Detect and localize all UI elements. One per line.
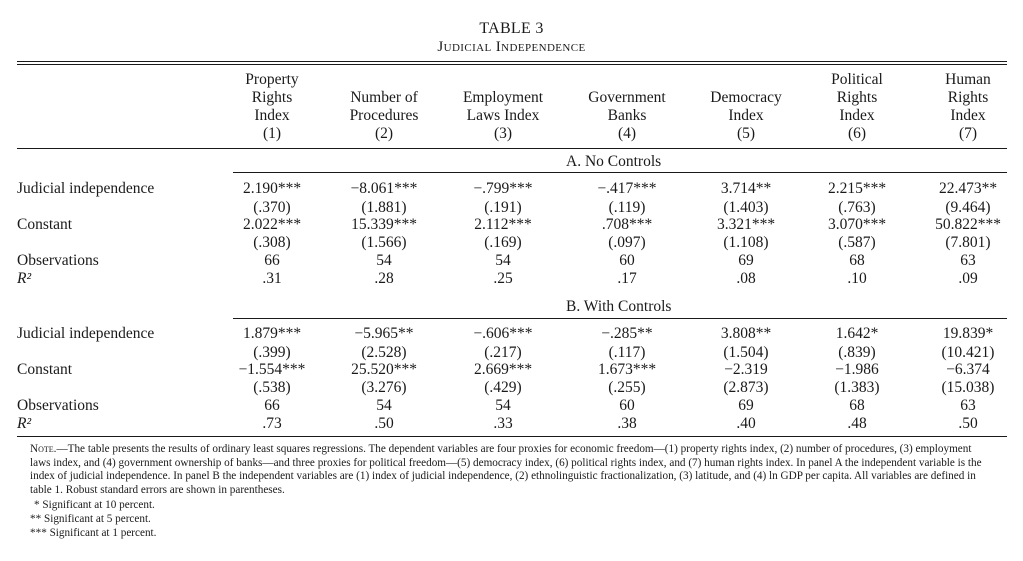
footnote-2: ** Significant at 5 percent.	[30, 513, 151, 525]
column-header-line: Index	[950, 107, 986, 124]
table-cell: −6.374	[946, 361, 990, 378]
top-rule-1	[17, 61, 1007, 62]
table-cell: .31	[262, 270, 282, 287]
column-header-line: Government	[588, 89, 666, 106]
table-cell: .38	[617, 415, 637, 432]
table-cell: (.399)	[253, 344, 291, 361]
table-cell: 1.642*	[835, 325, 879, 342]
table-cell: (.119)	[608, 199, 646, 216]
table-cell: (.255)	[608, 379, 646, 396]
table-cell: (3.276)	[361, 379, 407, 396]
table-cell: 1.673***	[597, 361, 657, 378]
table-cell: 3.070***	[827, 216, 887, 233]
table-cell: 2.669***	[473, 361, 533, 378]
column-header-line: Index	[728, 107, 764, 124]
note-label: Note.	[30, 443, 57, 455]
table-cell: .25	[493, 270, 513, 287]
top-rule-2	[17, 64, 1007, 65]
table-cell: 54	[376, 252, 392, 269]
table-cell: −.417***	[597, 180, 657, 197]
table-cell: .09	[958, 270, 978, 287]
table-cell: −5.965**	[354, 325, 414, 342]
table-cell: −.606***	[473, 325, 533, 342]
table-cell: 3.808**	[720, 325, 772, 342]
table-cell: (.763)	[838, 199, 876, 216]
note-text: —The table presents the results of ordinary least squares regressions. The dependent variables are four proxies for economic freedom—(1) property rights index, (2) number of procedures, (3) employment laws index, and (4) government ownership of banks—and three proxies for political freedom—(5) democracy index, (6) political rights index, and (7) human rights index. In panel A the independent variable is the index of judicial independence. In panel B the independent variables are (1) index of judicial independence, (2) ethnolinguistic fractionalization, (3) latitude, and (4) ln GDP per capita. All variables are defined in table 1. Robust standard errors are shown in parentheses.	[30, 443, 982, 496]
table-cell: (.217)	[484, 344, 522, 361]
column-header-line: (4)	[617, 125, 637, 142]
table-cell: 54	[495, 397, 511, 414]
table-cell: (15.038)	[941, 379, 995, 396]
footnote-3: *** Significant at 1 percent.	[30, 527, 157, 539]
table-cell: 22.473**	[938, 180, 998, 197]
table-cell: −1.986	[835, 361, 879, 378]
table-cell: .33	[493, 415, 513, 432]
table-cell: 54	[495, 252, 511, 269]
table-cell: (7.801)	[945, 234, 991, 251]
table-cell: 2.022***	[242, 216, 302, 233]
footnote-1: * Significant at 10 percent.	[34, 499, 155, 511]
bottom-rule	[17, 436, 1007, 437]
table-cell: (1.383)	[834, 379, 880, 396]
row-label: Observations	[17, 397, 99, 414]
table-title: TABLE 3	[479, 20, 544, 37]
column-header-line: Rights	[947, 89, 989, 106]
table-cell: (.308)	[253, 234, 291, 251]
row-label: R²	[17, 270, 32, 287]
table-cell: 19.839*	[942, 325, 994, 342]
row-label: Judicial independence	[17, 325, 155, 342]
column-header-3	[433, 89, 573, 143]
table-cell: (1.566)	[361, 234, 407, 251]
column-header-line: (2)	[374, 125, 394, 142]
table-cell: (.117)	[608, 344, 646, 361]
panel-title: B. With Controls	[566, 298, 672, 315]
table-cell: (.538)	[253, 379, 291, 396]
table-cell: .50	[958, 415, 978, 432]
panel-rule	[233, 172, 1007, 173]
table-cell: (.169)	[484, 234, 522, 251]
table-cell: 68	[849, 252, 865, 269]
table-cell: −1.554***	[238, 361, 306, 378]
table-cell: 2.215***	[827, 180, 887, 197]
table-cell: 69	[738, 252, 754, 269]
table-cell: 63	[960, 252, 976, 269]
table-cell: 15.339***	[351, 216, 417, 233]
table-subtitle: Judicial Independence	[437, 39, 586, 55]
table-cell: 63	[960, 397, 976, 414]
table-cell: (.429)	[484, 379, 522, 396]
column-header-line: Laws Index	[466, 107, 540, 124]
table-cell: 69	[738, 397, 754, 414]
panel-rule	[233, 318, 1007, 319]
column-header-line: Banks	[607, 107, 647, 124]
table-cell: 66	[264, 252, 280, 269]
table-cell: (9.464)	[945, 199, 991, 216]
row-label: Judicial independence	[17, 180, 155, 197]
column-header-line: Number of	[350, 89, 418, 106]
column-header-line: Human	[945, 71, 991, 88]
table-cell: −.285**	[601, 325, 653, 342]
column-header-line: (6)	[847, 125, 867, 142]
column-header-line: Index	[254, 107, 290, 124]
column-header-line: Procedures	[349, 107, 419, 124]
table-cell: .48	[847, 415, 867, 432]
table-cell: (.097)	[608, 234, 646, 251]
panel-title: A. No Controls	[566, 153, 662, 170]
table-cell: 66	[264, 397, 280, 414]
column-header-line: Property	[245, 71, 299, 88]
table-cell: 25.520***	[351, 361, 417, 378]
column-header-line: Democracy	[710, 89, 782, 106]
column-header-line: (7)	[958, 125, 978, 142]
table-cell: (.370)	[253, 199, 291, 216]
table-cell: 3.714**	[720, 180, 772, 197]
table-cell: .708***	[601, 216, 653, 233]
table-cell: 60	[619, 397, 635, 414]
table-cell: 2.112***	[474, 216, 532, 233]
table-cell: −8.061***	[350, 180, 418, 197]
table-cell: 68	[849, 397, 865, 414]
table-cell: (.587)	[838, 234, 876, 251]
table-cell: .10	[847, 270, 867, 287]
table-note	[30, 443, 990, 497]
column-header-line: Index	[839, 107, 875, 124]
row-label: R²	[17, 415, 32, 432]
table-cell: (1.504)	[723, 344, 769, 361]
column-header-line: Rights	[251, 89, 293, 106]
row-label: Constant	[17, 361, 73, 378]
table-cell: 60	[619, 252, 635, 269]
column-header-line: Rights	[836, 89, 878, 106]
table-cell: .17	[617, 270, 637, 287]
table-cell: 50.822***	[935, 216, 1001, 233]
table-cell: 3.321***	[716, 216, 776, 233]
table-cell: .28	[374, 270, 394, 287]
table-cell: .73	[262, 415, 282, 432]
header-rule	[17, 148, 1007, 149]
table-cell: (2.873)	[723, 379, 769, 396]
table-cell: .08	[736, 270, 756, 287]
column-header-line: (1)	[262, 125, 282, 142]
table-cell: 2.190***	[242, 180, 302, 197]
table-cell: (.191)	[484, 199, 522, 216]
column-header-line: Employment	[462, 89, 544, 106]
table-cell: (.839)	[838, 344, 876, 361]
column-header-7	[898, 71, 1023, 143]
table-cell: −2.319	[724, 361, 768, 378]
table-cell: (10.421)	[941, 344, 995, 361]
table-cell: −.799***	[473, 180, 533, 197]
column-header-line: Political	[831, 71, 883, 88]
table-cell: (1.108)	[723, 234, 769, 251]
column-header-line: (5)	[736, 125, 756, 142]
row-label: Constant	[17, 216, 73, 233]
table-cell: .40	[736, 415, 756, 432]
table-cell: (1.881)	[361, 199, 407, 216]
table-cell: (2.528)	[361, 344, 407, 361]
table-cell: .50	[374, 415, 394, 432]
column-header-line: (3)	[493, 125, 513, 142]
table-cell: 54	[376, 397, 392, 414]
table-cell: 1.879***	[242, 325, 302, 342]
table-cell: (1.403)	[723, 199, 769, 216]
row-label: Observations	[17, 252, 99, 269]
